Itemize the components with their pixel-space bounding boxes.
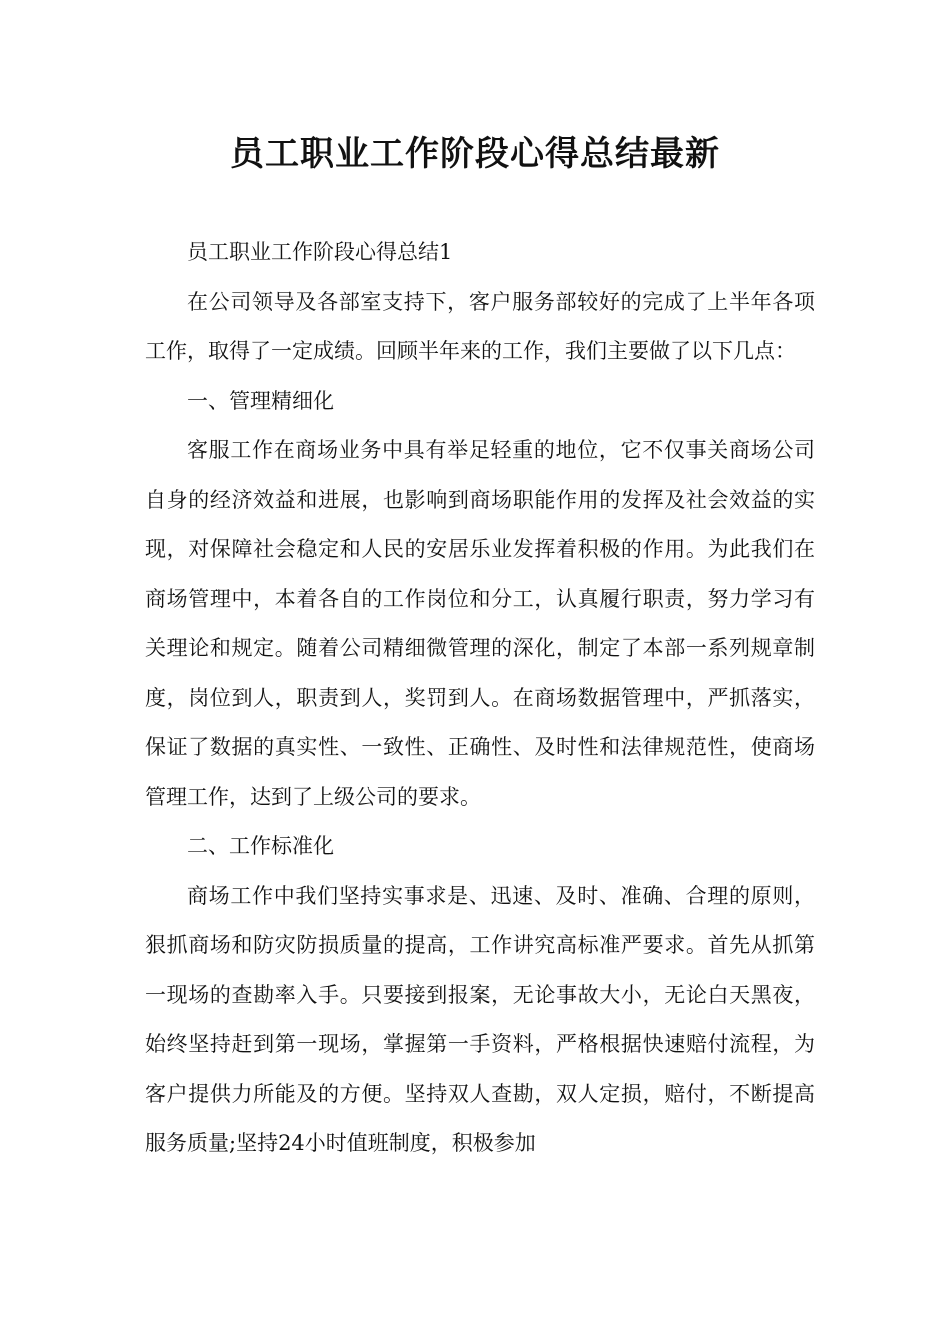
paragraph: 在公司领导及各部室支持下，客户服务部较好的完成了上半年各项工作，取得了一定成绩。回顾半年来的工作，我们主要做了以下几点： xyxy=(145,289,815,363)
document-title: 员工职业工作阶段心得总结最新 xyxy=(230,134,720,174)
section-heading: 一、管理精细化 xyxy=(187,388,334,413)
section-heading: 二、工作标准化 xyxy=(187,834,334,858)
section-heading: 员工职业工作阶段心得总结1 xyxy=(187,240,453,264)
paragraph: 客服工作在商场业务中具有举足轻重的地位，它不仅事关商场公司自身的经济效益和进展，也影响到商场职能作用的发挥及社会效益的实现，对保障社会稳定和人民的安居乐业发挥着积极的作用。为此我们在商场管理中，本着各自的工作岗位和分工，认真履行职责，努力学习有关理论和规定。随着公司精细微管理的深化，制定了本部一系列规章制度，岗位到人，职责到人，奖罚到人。在商场数据管理中，严抓落实，保证了数据的真实性、一致性、正确性、及时性和法律规范性，使商场管理工作，达到了上级公司的要求。 xyxy=(145,438,815,809)
paragraph: 商场工作中我们坚持实事求是、迅速、及时、准确、合理的原则，狠抓商场和防灾防损质量的提高，工作讲究高标准严要求。首先从抓第一现场的查勘率入手。只要接到报案，无论事故大小，无论白天黑夜，始终坚持赶到第一现场，掌握第一手资料，严格根据快速赔付流程，为客户提供力所能及的方便。坚持双人查勘，双人定损，赔付，不断提高服务质量;坚持24小时值班制度，积极参加 xyxy=(145,883,815,1155)
document-body xyxy=(145,228,815,1169)
